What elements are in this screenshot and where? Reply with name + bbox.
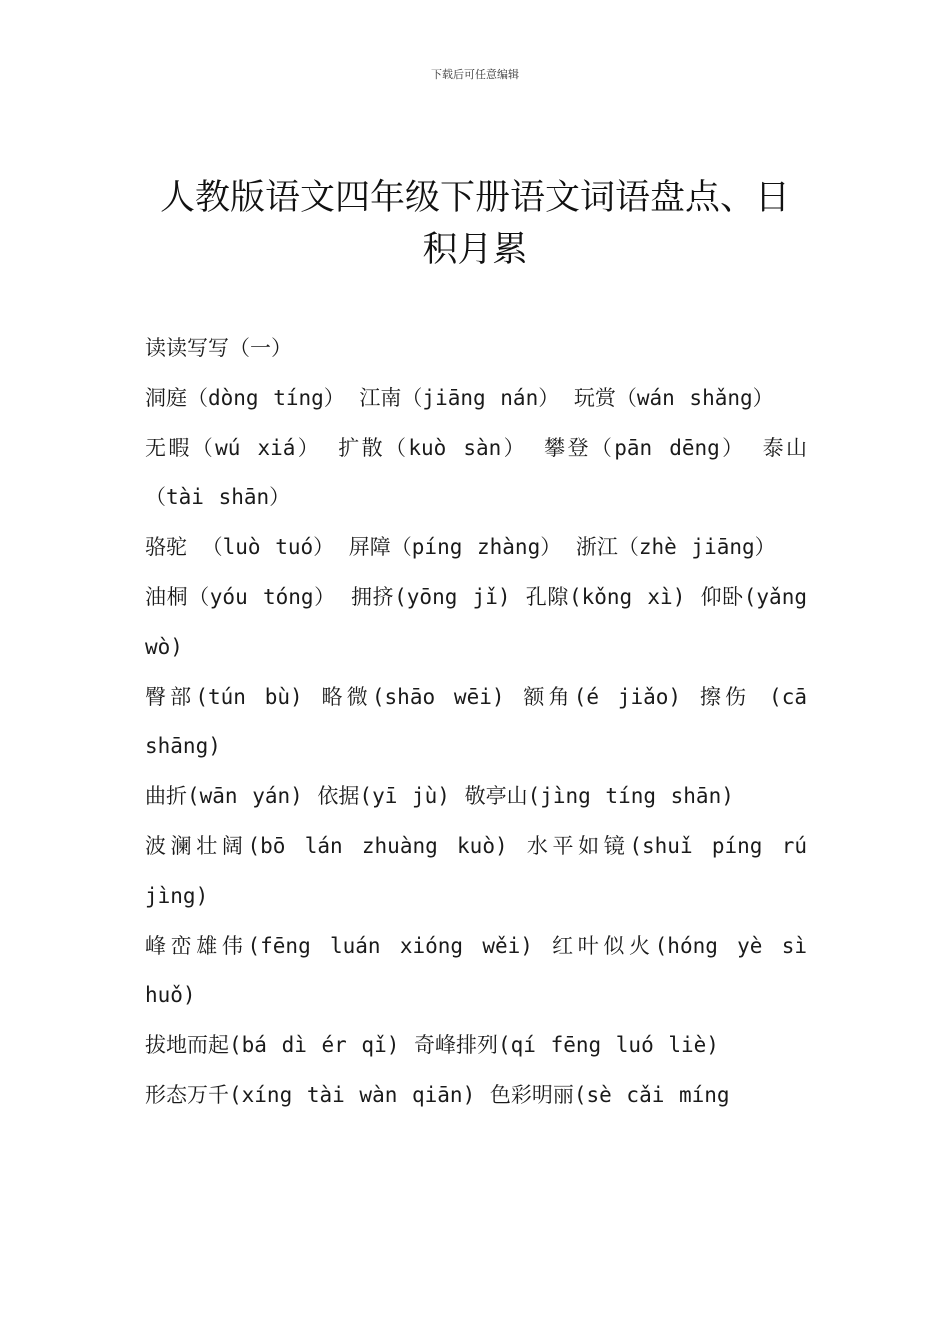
vocab-paragraph: 无暇（wú xiá） 扩散（kuò sàn） 攀登（pān dēng） 泰山（tài shān） bbox=[145, 435, 807, 510]
vocab-paragraph: 油桐（yóu tóng） 拥挤(yōng jǐ) 孔隙(kǒng xì) 仰卧(yǎng wò) bbox=[145, 584, 807, 659]
vocab-paragraph: 洞庭（dòng tíng） 江南（jiāng nán） 玩赏（wán shǎng） bbox=[145, 385, 774, 410]
section-heading: 读读写写（一） bbox=[145, 336, 292, 360]
vocab-paragraph: 骆驼 （luò tuó） 屏障（píng zhàng） 浙江（zhè jiāng） bbox=[145, 535, 776, 560]
vocab-paragraph: 峰峦雄伟(fēng luán xióng wěi) 红叶似火(hóng yè sì huǒ) bbox=[145, 933, 807, 1008]
vocab-paragraph: 拔地而起(bá dì ér qǐ) 奇峰排列(qí fēng luó liè) bbox=[145, 1033, 719, 1058]
vocab-paragraph: 波澜壮阔(bō lán zhuàng kuò) 水平如镜(shuǐ píng rú jìng) bbox=[145, 833, 807, 908]
vocab-paragraph: 形态万千(xíng tài wàn qiān) 色彩明丽(sè cǎi míng bbox=[145, 1082, 730, 1107]
vocab-paragraph: 曲折(wān yán) 依据(yī jù) 敬亭山(jìng tíng shān) bbox=[145, 784, 734, 809]
vocab-paragraph: 臀部(tún bù) 略微(shāo wēi) 额角(é jiǎo) 擦伤 (cā shāng) bbox=[145, 684, 807, 759]
header-note: 下载后可任意编辑 bbox=[431, 68, 519, 81]
document-title: 人教版语文四年级下册语文词语盘点、日积月累 bbox=[159, 178, 790, 270]
document-body bbox=[145, 324, 807, 1121]
